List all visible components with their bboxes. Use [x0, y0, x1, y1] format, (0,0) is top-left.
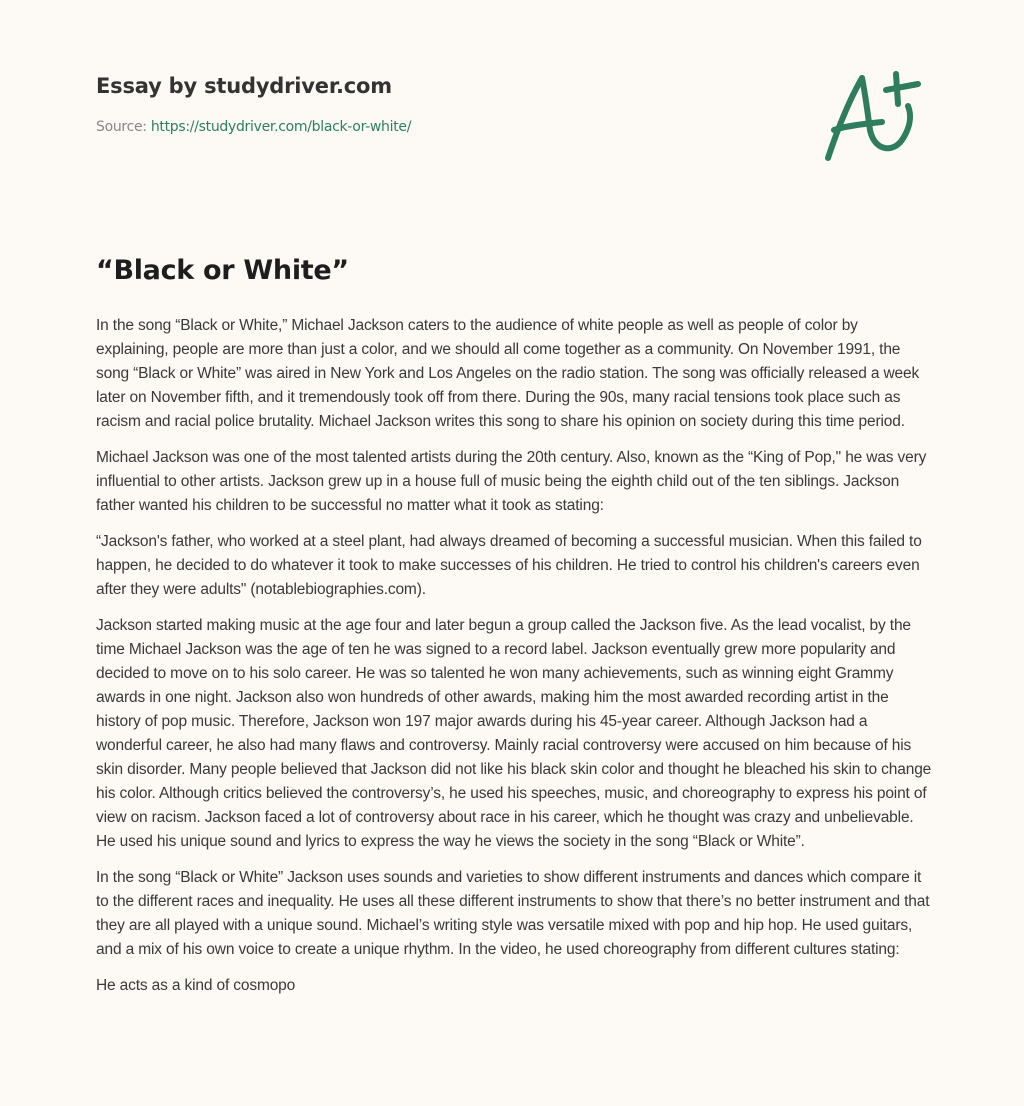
- source-label: Source:: [96, 119, 151, 135]
- essay-paragraph: Jackson started making music at the age four and later begun a group called the Jackson five. As the lead vocalist, by the time Michael Jackson was the age of ten he was signed to a record label. Jackson eventually grew more popularity and decided to move on to his solo career. He was so talented he won many achievements, such as winning eight Grammy awards in one night. Jackson also won hundreds of other awards, making him the most awarded recording artist in the history of pop music. Therefore, Jackson won 197 major awards during his 45-year career. Although Jackson had a wonderful career, he also had many flaws and controversy. Mainly racial controversy were accused on him because of his skin disorder. Many people believed that Jackson did not like his black skin color and thought he bleached his skin to change his color. Although critics believed the controversy’s, he used his speeches, music, and choreography to express his point of view on racism. Jackson faced a lot of controversy about race in his career, which he thought was crazy and unbelievable. He used his unique sound and lyrics to express the way he views the society in the song “Black or White”.: [96, 617, 932, 850]
- essay-title: “Black or White”: [96, 255, 349, 286]
- essay-quote: “Jackson's father, who worked at a steel plant, had always dreamed of becoming a successful musician. When this failed to happen, he decided to do whatever it took to make successes of his children. He tried to control his children's careers even after they were adults" (notablebiographies.com).: [96, 533, 922, 598]
- essay-paragraph: Michael Jackson was one of the most talented artists during the 20th century. Also, known as the “King of Pop," he was very influential to other artists. Jackson grew up in a house full of music being the eighth child out of the ten siblings. Jackson father wanted his children to be successful no matter what it took as stating:: [96, 449, 927, 514]
- source-link[interactable]: https://studydriver.com/black-or-white/: [150, 119, 412, 135]
- site-title: Essay by studydriver.com: [96, 74, 392, 98]
- essay-paragraph-truncated: He acts as a kind of cosmopo: [96, 977, 296, 994]
- essay-body: [96, 314, 932, 1010]
- a-plus-grade-icon: [822, 68, 926, 164]
- essay-paragraph: In the song “Black or White” Jackson uses sounds and varieties to show different instruments and dances which compare it to the different races and inequality. He uses all these different instruments to show that there’s no better instrument and that they are all played with a unique sound. Michael’s writing style was versatile mixed with pop and hip hop. He used guitars, and a mix of his own voice to create a unique rhythm. In the video, he used choreography from different cultures stating:: [96, 869, 930, 958]
- essay-paragraph: In the song “Black or White,” Michael Jackson caters to the audience of white people as well as people of color by explaining, people are more than just a color, and we should all come together as a community. On November 1991, the song “Black or White” was aired in New York and Los Angeles on the radio station. The song was officially released a week later on November fifth, and it tremendously took off from there. During the 90s, many racial tensions took place such as racism and racial police brutality. Michael Jackson writes this song to share his opinion on society during this time period.: [96, 317, 920, 430]
- source-line: [96, 119, 411, 135]
- page-header: [96, 74, 411, 135]
